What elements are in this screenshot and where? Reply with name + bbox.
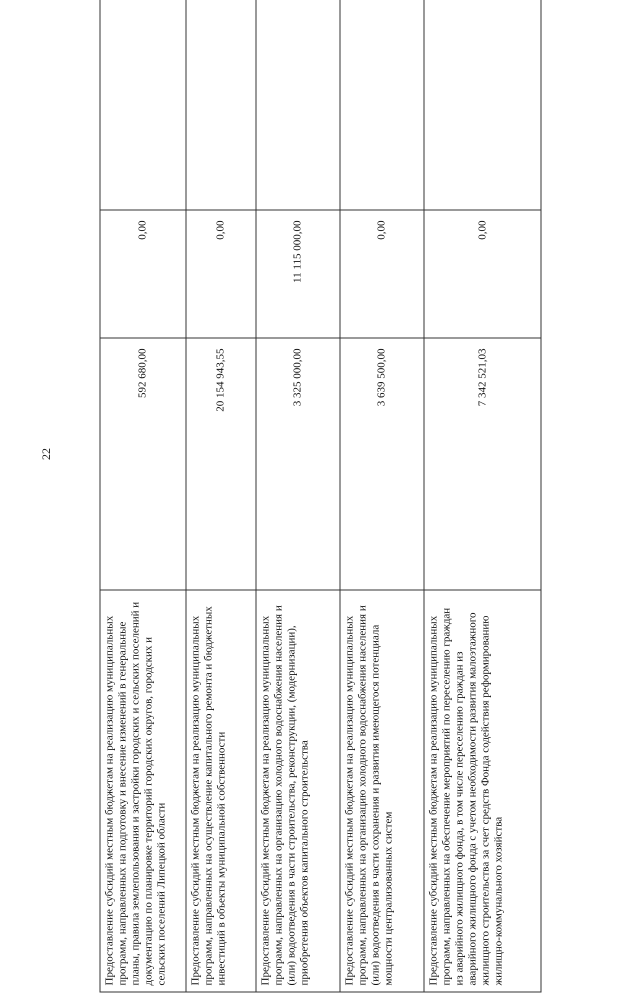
row-value-1: 592 680,00: [100, 338, 186, 590]
row-description: Предоставление субсидий местным бюджетам на реализацию муниципальных программ, направленных на организацию холодного водоснабжения населения и (или) водоотведения в части строительства, реконструкции, (модернизации), приобретения объектов капитального строительства: [256, 590, 340, 992]
row-value-2: 0,00: [340, 210, 424, 338]
row-value-1: 3 639 500,00: [340, 338, 424, 590]
row-description: Предоставление субсидий местным бюджетам на реализацию муниципальных программ, направленных на осуществление капитального ремонта и бюджетных инвестиций в объекты муниципальной собственности: [186, 590, 256, 992]
row-value-3: [100, 0, 186, 210]
rotated-table-container: [100, 0, 541, 993]
table-row: [100, 0, 186, 992]
row-value-1: 7 342 521,03: [424, 338, 541, 590]
row-value-3: [256, 0, 340, 210]
row-value-2: 0,00: [186, 210, 256, 338]
row-description: Предоставление субсидий местным бюджетам на реализацию муниципальных программ, направленных на обеспечение мероприятий по переселению граждан из аварийного жилищного фонда, в том числе переселению граждан из аварийного жилищного фонда с учетом необходимости развития малоэтажного жилищного строительства за счет средств Фонда содействия реформированию жилищно-коммунального хозяйства: [424, 590, 541, 992]
row-value-1: 20 154 943,55: [186, 338, 256, 590]
table-row: [340, 0, 424, 992]
row-value-2: 0,00: [100, 210, 186, 338]
row-value-2: 0,00: [424, 210, 541, 338]
row-description: Предоставление субсидий местным бюджетам на реализацию муниципальных программ, направленных на подготовку и внесение изменений в генеральные планы, правила землепользования и застройки городских и сельских поселений и документацию по планировке территорий городских округов, городских и сельских поселений Липецкой области: [100, 590, 186, 992]
subsidy-table: [100, 0, 542, 993]
row-value-3: [340, 0, 424, 210]
page-number: 22: [39, 448, 53, 460]
table-row: [424, 0, 541, 992]
row-value-2: 11 115 000,00: [256, 210, 340, 338]
row-value-3: [424, 0, 541, 210]
row-value-1: 3 325 000,00: [256, 338, 340, 590]
table-row: [186, 0, 256, 992]
row-value-3: [186, 0, 256, 210]
table-row: [256, 0, 340, 992]
row-description: Предоставление субсидий местным бюджетам на реализацию муниципальных программ, направленных на организацию холодного водоснабжения населения и (или) водоотведения в части сохранения и развития имеющегося потенциала мощности централизованных систем: [340, 590, 424, 992]
